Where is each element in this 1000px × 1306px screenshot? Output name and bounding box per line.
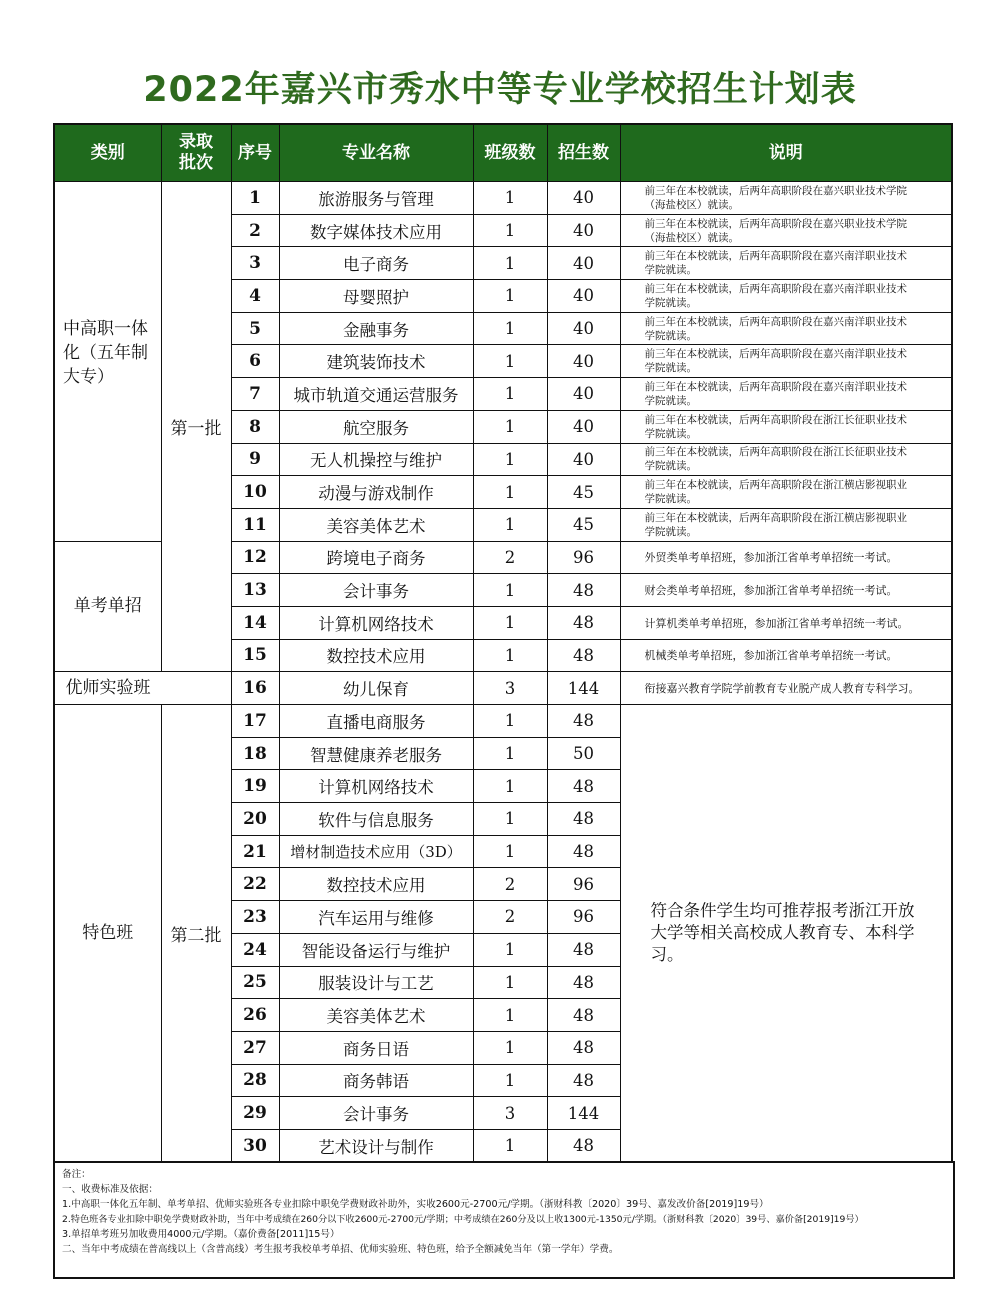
row-value: 48 [547, 574, 620, 607]
row-index: 20 [231, 803, 279, 836]
row-major: 商务日语 [279, 1031, 473, 1064]
row-value: 48 [547, 606, 620, 639]
row-value: 1 [473, 443, 547, 476]
row-value: 2 [473, 868, 547, 901]
row-major: 计算机网络技术 [279, 606, 473, 639]
table-row [54, 182, 952, 215]
row-note: 前三年在本校就读，后两年高职阶段在嘉兴南洋职业技术 学院就读。 [620, 247, 952, 280]
row-index: 26 [231, 999, 279, 1032]
row-major: 汽车运用与维修 [279, 901, 473, 934]
row-value: 50 [547, 737, 620, 770]
table-row [54, 705, 952, 738]
row-value: 1 [473, 737, 547, 770]
row-major: 直播电商服务 [279, 705, 473, 738]
header-classes: 班级数 [473, 124, 547, 182]
row-major: 计算机网络技术 [279, 770, 473, 803]
row-note: 计算机类单考单招班，参加浙江省单考单招统一考试。 [620, 606, 952, 639]
row-value: 1 [473, 933, 547, 966]
row-major: 会计事务 [279, 1097, 473, 1130]
row-major: 电子商务 [279, 247, 473, 280]
row-value: 3 [473, 672, 547, 705]
row-value: 48 [547, 1031, 620, 1064]
remarks-line: 二、当年中考成绩在普高线以上（含普高线）考生报考我校单考单招、优师实验班、特色班，给予全额减免当年（第一学年）学费。 [62, 1244, 619, 1255]
row-major: 城市轨道交通运营服务 [279, 378, 473, 411]
table-header-row [54, 124, 952, 182]
row-value: 48 [547, 999, 620, 1032]
row-value: 96 [547, 541, 620, 574]
row-value: 1 [473, 966, 547, 999]
row-index: 6 [231, 345, 279, 378]
row-index: 21 [231, 835, 279, 868]
row-value: 3 [473, 1097, 547, 1130]
batch-first: 第一批 [161, 182, 231, 672]
row-value: 1 [473, 280, 547, 313]
row-major: 会计事务 [279, 574, 473, 607]
row-major: 软件与信息服务 [279, 803, 473, 836]
row-major: 建筑装饰技术 [279, 345, 473, 378]
row-value: 40 [547, 345, 620, 378]
row-index: 2 [231, 214, 279, 247]
row-major: 幼儿保育 [279, 672, 473, 705]
row-value: 40 [547, 378, 620, 411]
row-note: 衔接嘉兴教育学院学前教育专业脱产成人教育专科学习。 [620, 672, 952, 705]
row-major: 数控技术应用 [279, 868, 473, 901]
remarks-line: 2.特色班各专业扣除中职免学费财政补助，当年中考成绩在260分以下收2600元-2700元/学期；中考成绩在260分及以上收1300元-1350元/学期。（浙财科教〔2020〕39号、嘉价备[2019]19号） [62, 1214, 864, 1225]
row-value: 45 [547, 476, 620, 509]
row-value: 48 [547, 835, 620, 868]
row-index: 30 [231, 1129, 279, 1162]
row-index: 12 [231, 541, 279, 574]
category-special-class: 特色班 [54, 705, 161, 1163]
row-value: 144 [547, 672, 620, 705]
row-value: 1 [473, 574, 547, 607]
row-index: 5 [231, 312, 279, 345]
row-major: 服装设计与工艺 [279, 966, 473, 999]
header-category: 类别 [54, 124, 161, 182]
row-index: 8 [231, 410, 279, 443]
row-value: 40 [547, 443, 620, 476]
row-value: 1 [473, 1031, 547, 1064]
row-index: 17 [231, 705, 279, 738]
row-index: 3 [231, 247, 279, 280]
table-row [54, 672, 952, 705]
row-note: 前三年在本校就读，后两年高职阶段在嘉兴南洋职业技术 学院就读。 [620, 280, 952, 313]
enrollment-plan-table [53, 123, 953, 1163]
row-note: 前三年在本校就读，后两年高职阶段在嘉兴南洋职业技术 学院就读。 [620, 312, 952, 345]
row-index: 23 [231, 901, 279, 934]
row-note: 前三年在本校就读，后两年高职阶段在浙江横店影视职业 学院就读。 [620, 476, 952, 509]
row-index: 1 [231, 182, 279, 215]
row-value: 40 [547, 182, 620, 215]
row-major: 无人机操控与维护 [279, 443, 473, 476]
row-major: 增材制造技术应用（3D） [279, 835, 473, 868]
row-value: 1 [473, 1064, 547, 1097]
row-major: 母婴照护 [279, 280, 473, 313]
table-cell [161, 672, 231, 705]
row-value: 48 [547, 705, 620, 738]
row-major: 跨境电子商务 [279, 541, 473, 574]
row-value: 1 [473, 999, 547, 1032]
row-value: 1 [473, 639, 547, 672]
row-value: 1 [473, 803, 547, 836]
row-value: 1 [473, 1129, 547, 1162]
row-index: 7 [231, 378, 279, 411]
row-value: 40 [547, 280, 620, 313]
header-index: 序号 [231, 124, 279, 182]
row-index: 28 [231, 1064, 279, 1097]
category-single-exam: 单考单招 [54, 541, 161, 672]
row-index: 14 [231, 606, 279, 639]
row-value: 1 [473, 345, 547, 378]
row-index: 4 [231, 280, 279, 313]
category-teacher-class: 优师实验班 [54, 672, 161, 705]
row-index: 18 [231, 737, 279, 770]
row-value: 48 [547, 1064, 620, 1097]
row-value: 40 [547, 312, 620, 345]
row-index: 19 [231, 770, 279, 803]
batch-second: 第二批 [161, 705, 231, 1163]
row-value: 48 [547, 639, 620, 672]
remarks-line: 3.单招单考班另加收费用4000元/学期。（嘉价费备[2011]15号） [62, 1229, 340, 1240]
row-index: 10 [231, 476, 279, 509]
row-note: 财会类单考单招班，参加浙江省单考单招统一考试。 [620, 574, 952, 607]
row-index: 16 [231, 672, 279, 705]
row-note: 前三年在本校就读，后两年高职阶段在浙江横店影视职业 学院就读。 [620, 508, 952, 541]
row-value: 1 [473, 312, 547, 345]
row-major: 智能设备运行与维护 [279, 933, 473, 966]
row-value: 1 [473, 770, 547, 803]
remarks-section [53, 1161, 955, 1279]
remarks-line: 一、收费标准及依据： [62, 1184, 158, 1195]
row-major: 旅游服务与管理 [279, 182, 473, 215]
row-value: 144 [547, 1097, 620, 1130]
row-index: 27 [231, 1031, 279, 1064]
row-value: 48 [547, 803, 620, 836]
row-index: 11 [231, 508, 279, 541]
row-major: 美容美体艺术 [279, 999, 473, 1032]
row-value: 1 [473, 182, 547, 215]
row-major: 动漫与游戏制作 [279, 476, 473, 509]
row-note: 前三年在本校就读，后两年高职阶段在浙江长征职业技术 学院就读。 [620, 410, 952, 443]
row-value: 1 [473, 835, 547, 868]
row-major: 商务韩语 [279, 1064, 473, 1097]
row-value: 1 [473, 705, 547, 738]
row-value: 48 [547, 1129, 620, 1162]
row-value: 1 [473, 606, 547, 639]
row-value: 1 [473, 410, 547, 443]
remarks-line: 1.中高职一体化五年制、单考单招、优师实验班各专业扣除中职免学费财政补助外，实收2600元-2700元/学期。（浙财科教〔2020〕39号、嘉发改价备[2019]19号） [62, 1199, 769, 1210]
special-class-note: 符合条件学生均可推荐报考浙江开放大学等相关高校成人教育专、本科学习。 [620, 705, 952, 1163]
row-major: 航空服务 [279, 410, 473, 443]
row-index: 22 [231, 868, 279, 901]
row-value: 1 [473, 508, 547, 541]
row-value: 1 [473, 378, 547, 411]
row-value: 45 [547, 508, 620, 541]
row-value: 96 [547, 868, 620, 901]
row-index: 15 [231, 639, 279, 672]
row-major: 金融事务 [279, 312, 473, 345]
row-note: 前三年在本校就读，后两年高职阶段在嘉兴南洋职业技术 学院就读。 [620, 378, 952, 411]
row-major: 艺术设计与制作 [279, 1129, 473, 1162]
row-value: 48 [547, 770, 620, 803]
row-note: 前三年在本校就读，后两年高职阶段在嘉兴南洋职业技术 学院就读。 [620, 345, 952, 378]
row-value: 40 [547, 410, 620, 443]
row-major: 数控技术应用 [279, 639, 473, 672]
row-major: 美容美体艺术 [279, 508, 473, 541]
row-note: 前三年在本校就读，后两年高职阶段在嘉兴职业技术学院 （海盐校区）就读。 [620, 182, 952, 215]
row-index: 24 [231, 933, 279, 966]
header-major: 专业名称 [279, 124, 473, 182]
row-note: 前三年在本校就读，后两年高职阶段在嘉兴职业技术学院 （海盐校区）就读。 [620, 214, 952, 247]
row-value: 40 [547, 214, 620, 247]
row-index: 9 [231, 443, 279, 476]
category-five-year: 中高职一体 化（五年制 大专） [54, 182, 161, 542]
row-index: 29 [231, 1097, 279, 1130]
page-title: 2022年嘉兴市秀水中等专业学校招生计划表 [143, 70, 857, 110]
row-value: 48 [547, 966, 620, 999]
row-value: 1 [473, 214, 547, 247]
row-value: 96 [547, 901, 620, 934]
row-major: 智慧健康养老服务 [279, 737, 473, 770]
header-enroll: 招生数 [547, 124, 620, 182]
row-note: 外贸类单考单招班，参加浙江省单考单招统一考试。 [620, 541, 952, 574]
header-batch: 录取 批次 [161, 124, 231, 182]
header-note: 说明 [620, 124, 952, 182]
row-value: 2 [473, 901, 547, 934]
row-note: 机械类单考单招班，参加浙江省单考单招统一考试。 [620, 639, 952, 672]
row-major: 数字媒体技术应用 [279, 214, 473, 247]
row-index: 13 [231, 574, 279, 607]
row-note: 前三年在本校就读，后两年高职阶段在浙江长征职业技术 学院就读。 [620, 443, 952, 476]
row-value: 2 [473, 541, 547, 574]
remarks-heading: 备注： [62, 1169, 91, 1180]
row-index: 25 [231, 966, 279, 999]
row-value: 48 [547, 933, 620, 966]
row-value: 1 [473, 476, 547, 509]
row-value: 1 [473, 247, 547, 280]
row-value: 40 [547, 247, 620, 280]
